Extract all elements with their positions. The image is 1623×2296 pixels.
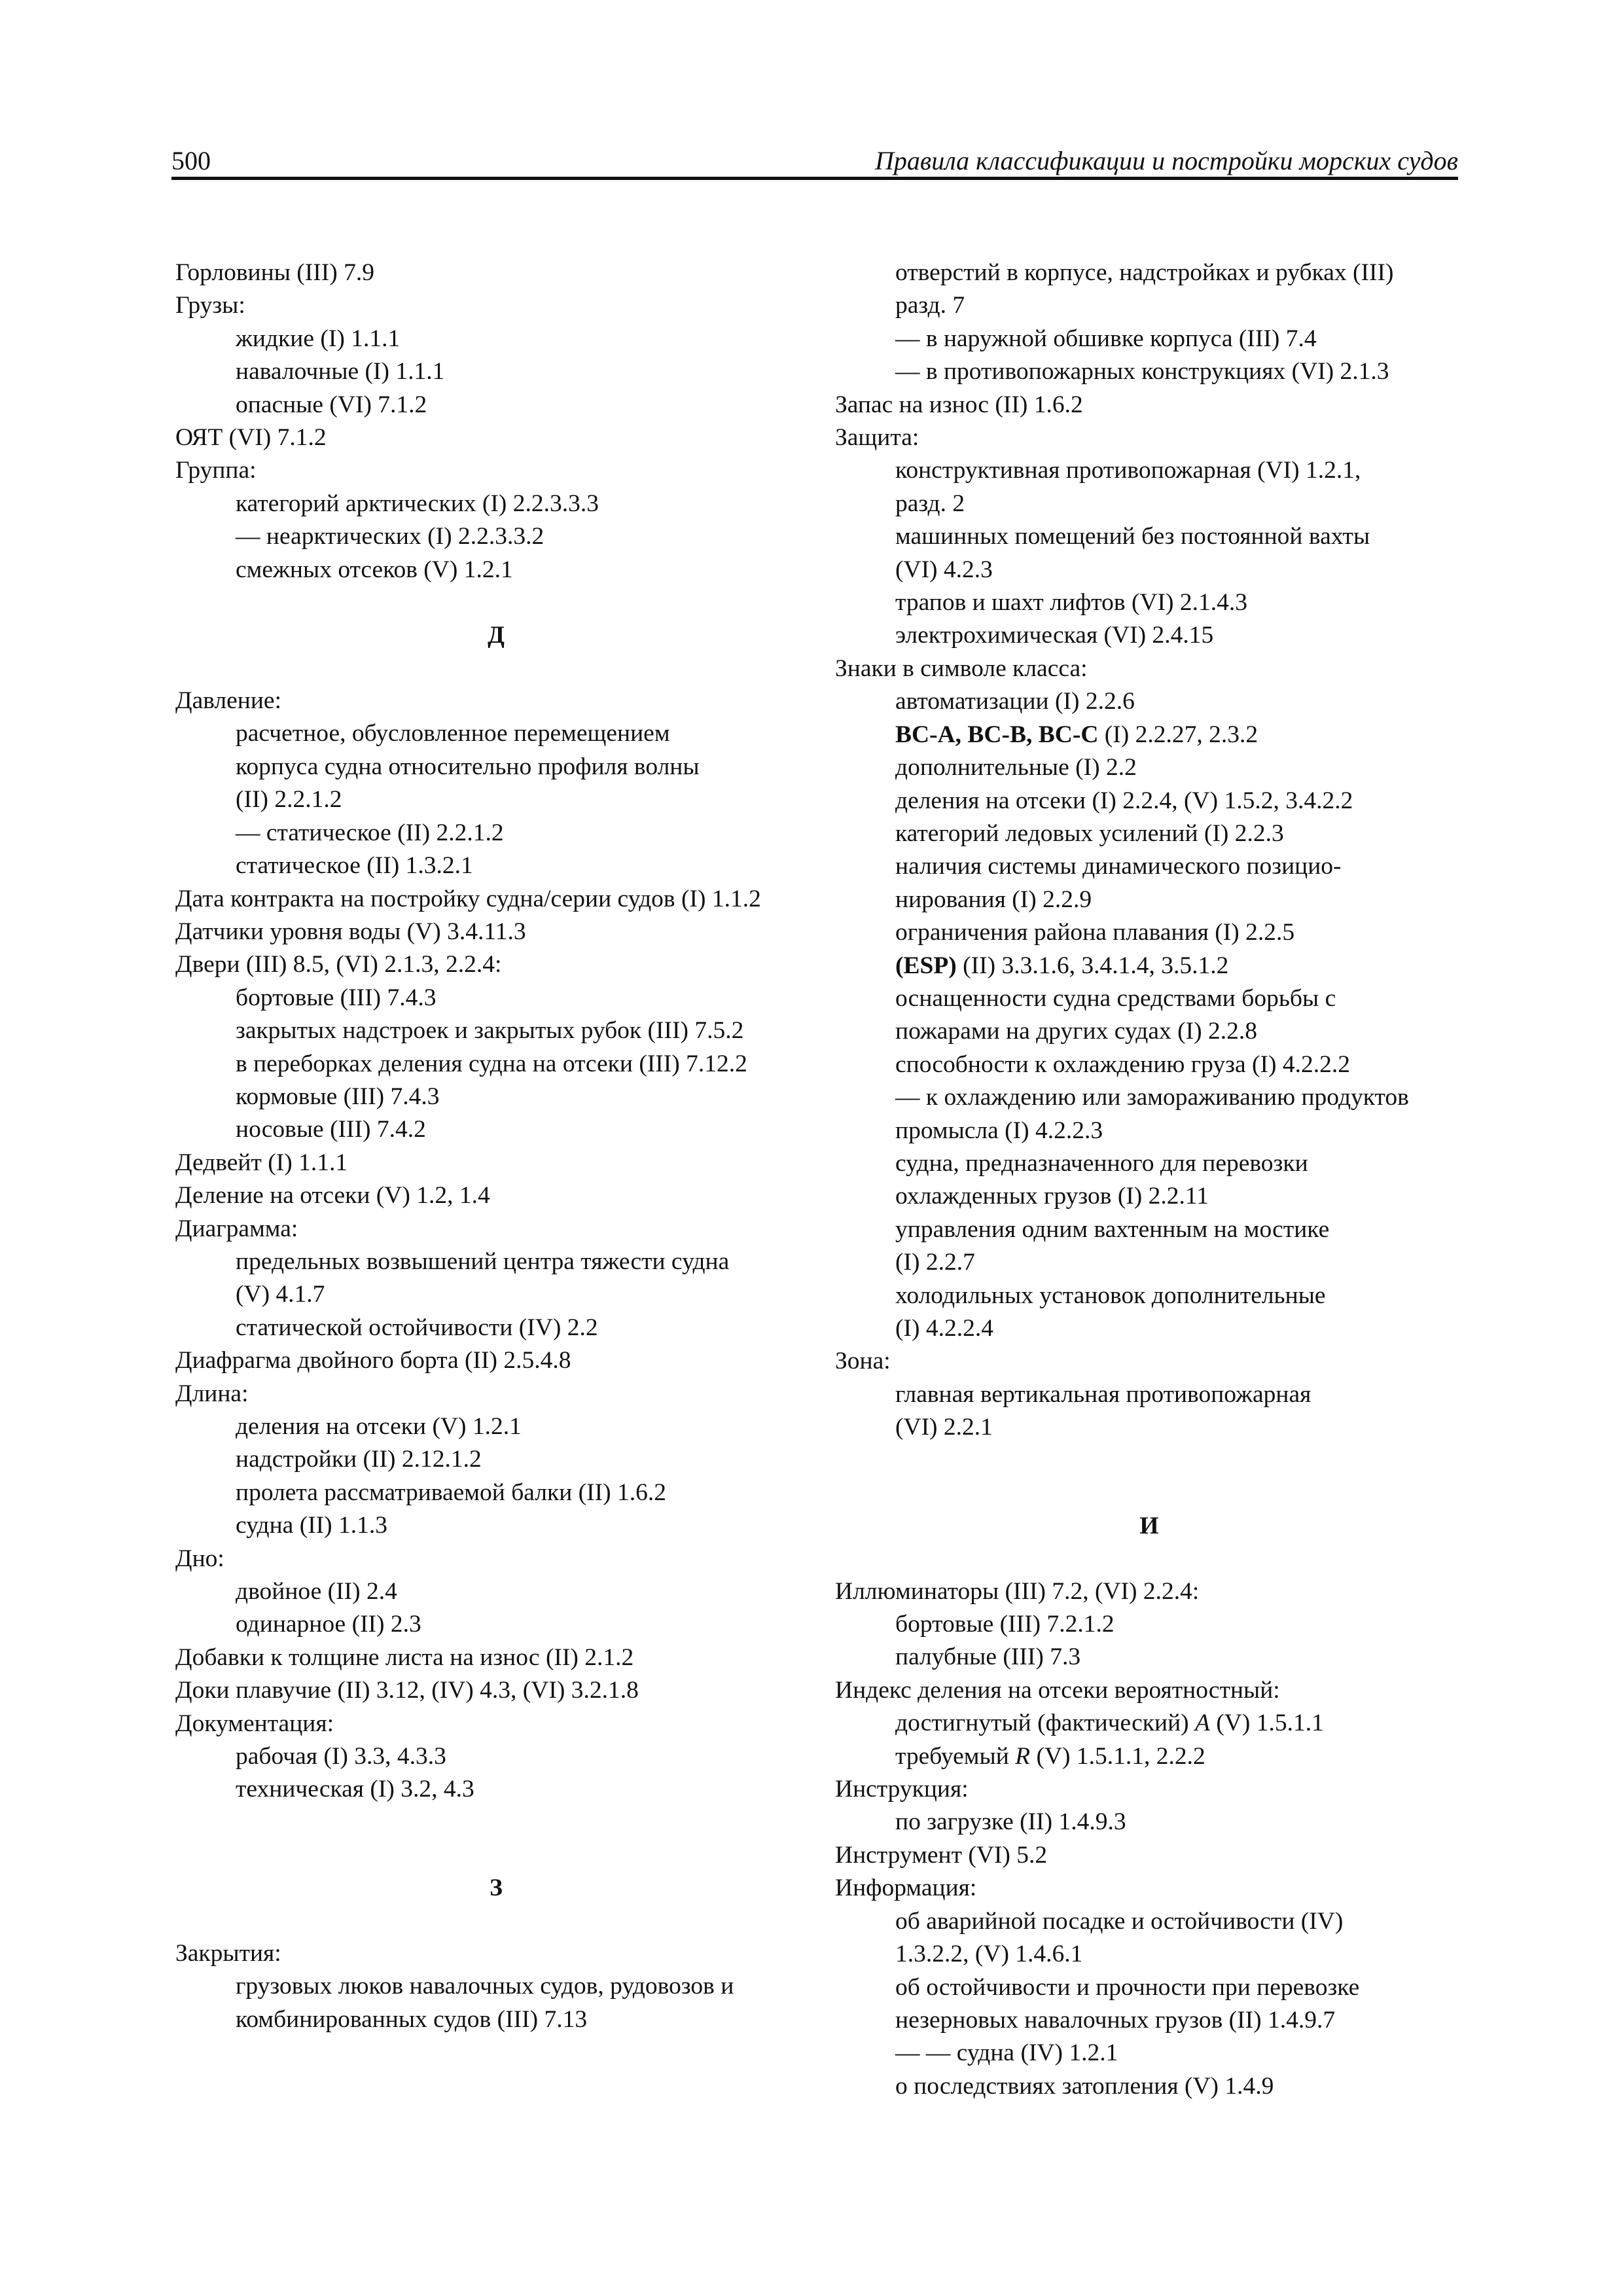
index-subentry: деления на отсеки (I) 2.2.4, (V) 1.5.2, 3.4.2.2 <box>895 787 1353 814</box>
index-entry: Запас на износ (II) 1.6.2 <box>835 391 1083 418</box>
index-subentry: грузовых люков навалочных судов, рудовозов и <box>236 1973 734 2000</box>
index-entry: Давление: <box>175 687 281 715</box>
index-subentry: — к охлаждению или замораживанию продуктов <box>895 1084 1409 1111</box>
index-subentry: по загрузке (II) 1.4.9.3 <box>895 1808 1126 1836</box>
entry-text: (V) 1.5.1.1, 2.2.2 <box>1030 1742 1205 1770</box>
index-subentry: (VI) 4.2.3 <box>895 556 993 583</box>
index-subentry: разд. 2 <box>895 490 965 517</box>
section-letter: З <box>490 1874 503 1901</box>
spacer <box>835 1444 1463 1510</box>
entry-text: требуемый <box>895 1742 1016 1770</box>
index-subentry: носовые (III) 7.4.2 <box>236 1116 426 1143</box>
index-subentry: оснащенности судна средствами борьбы с <box>895 984 1336 1012</box>
index-subentry: трапов и шахт лифтов (VI) 2.1.4.3 <box>895 589 1248 617</box>
index-subentry: управления одним вахтенным на мостике <box>895 1215 1330 1243</box>
index-subentry: бортовые (III) 7.4.3 <box>236 984 437 1011</box>
spacer <box>175 586 817 619</box>
bold-term: BC-A, BC-B, BC-C <box>895 721 1099 748</box>
index-subentry: статическое (II) 1.3.2.1 <box>236 852 473 880</box>
index-subentry: жидкие (I) 1.1.1 <box>236 325 401 352</box>
index-subentry: отверстий в корпусе, надстройках и рубках (III) <box>895 259 1394 286</box>
running-title: Правила классификации и постройки морских судов <box>874 146 1458 175</box>
index-entry: Документация: <box>175 1710 334 1737</box>
index-subentry: опасные (VI) 7.1.2 <box>236 391 427 418</box>
page-number: 500 <box>171 146 211 175</box>
index-entry: Зона: <box>835 1348 891 1375</box>
index-subentry: о последствиях затопления (V) 1.4.9 <box>895 2072 1274 2100</box>
index-entry: Инструкция: <box>835 1776 969 1803</box>
index-entry: Инструмент (VI) 5.2 <box>835 1841 1048 1869</box>
index-entry: Деление на отсеки (V) 1.2, 1.4 <box>175 1182 490 1210</box>
index-entry: Защита: <box>835 424 919 452</box>
index-entry: Группа: <box>175 457 257 484</box>
index-subentry: автоматизации (I) 2.2.6 <box>895 688 1135 715</box>
index-subentry: корпуса судна относительно профиля волны <box>236 753 700 780</box>
index-subentry: промысла (I) 4.2.2.3 <box>895 1117 1103 1144</box>
index-subentry: расчетное, обусловленное перемещением <box>236 720 670 747</box>
index-subentry: главная вертикальная противопожарная <box>895 1380 1311 1408</box>
index-subentry <box>835 1740 1463 1773</box>
header-rule <box>171 177 1458 180</box>
index-subentry: нирования (I) 2.2.9 <box>895 886 1092 913</box>
spacer <box>175 652 817 685</box>
index-subentry: — — судна (IV) 1.2.1 <box>895 2039 1118 2067</box>
index-subentry: (I) 4.2.2.4 <box>895 1315 993 1342</box>
index-subentry: статической остойчивости (IV) 2.2 <box>236 1314 598 1341</box>
index-entry: Дата контракта на постройку судна/серии судов (I) 1.1.2 <box>175 885 761 912</box>
index-subentry: — неарктических (I) 2.2.3.3.2 <box>236 523 544 550</box>
index-subentry: пролета рассматриваемой балки (II) 1.6.2 <box>236 1479 666 1506</box>
index-subentry: (V) 4.1.7 <box>236 1281 325 1308</box>
index-subentry: наличия системы динамического позицио- <box>895 853 1342 880</box>
index-subentry: одинарное (II) 2.3 <box>236 1611 421 1638</box>
section-letter: И <box>1139 1512 1159 1539</box>
index-entry: Знаки в символе класса: <box>835 655 1088 682</box>
index-entry: Дедвейт (I) 1.1.1 <box>175 1149 348 1176</box>
index-subentry: комбинированных судов (III) 7.13 <box>236 2005 588 2033</box>
index-entry: Информация: <box>835 1874 977 1902</box>
index-entry: Диафрагма двойного борта (II) 2.5.4.8 <box>175 1347 571 1374</box>
italic-symbol: R <box>1015 1742 1031 1770</box>
index-subentry: дополнительные (I) 2.2 <box>895 754 1137 781</box>
index-entry: Индекс деления на отсеки вероятностный: <box>835 1676 1280 1704</box>
index-subentry: (VI) 2.2.1 <box>895 1414 993 1441</box>
index-entry: Горловины (III) 7.9 <box>175 259 374 286</box>
index-subentry <box>835 1707 1463 1740</box>
spacer <box>835 1543 1463 1575</box>
index-subentry: рабочая (I) 3.3, 4.3.3 <box>236 1743 446 1770</box>
index-entry: ОЯТ (VI) 7.1.2 <box>175 424 327 452</box>
index-subentry: кормовые (III) 7.4.3 <box>236 1083 440 1110</box>
index-subentry <box>835 950 1463 982</box>
index-subentry: судна, предназначенного для перевозки <box>895 1149 1308 1177</box>
index-subentry: — статическое (II) 2.2.1.2 <box>236 819 504 846</box>
index-subentry: способности к охлаждению груза (I) 4.2.2.2 <box>895 1050 1350 1078</box>
entry-text: (V) 1.5.1.1 <box>1209 1710 1324 1737</box>
index-subentry: об остойчивости и прочности при перевозке <box>895 1973 1360 2001</box>
index-entry: Добавки к толщине листа на износ (II) 2.1.2 <box>175 1643 634 1671</box>
entry-text: (II) 3.3.1.6, 3.4.1.4, 3.5.1.2 <box>956 952 1229 979</box>
index-subentry: — в противопожарных конструкциях (VI) 2.1.3 <box>895 358 1389 386</box>
index-subentry: предельных возвышений центра тяжести судна <box>236 1247 730 1275</box>
index-entry: Грузы: <box>175 292 245 319</box>
index-subentry: охлажденных грузов (I) 2.2.11 <box>895 1183 1209 1210</box>
index-subentry: категорий арктических (I) 2.2.3.3.3 <box>236 490 599 517</box>
index-subentry: (II) 2.2.1.2 <box>236 786 342 814</box>
index-subentry: (I) 2.2.7 <box>895 1249 975 1276</box>
index-subentry: двойное (II) 2.4 <box>236 1578 397 1605</box>
index-column-left <box>175 257 817 2036</box>
index-subentry: — в наружной обшивке корпуса (III) 7.4 <box>895 325 1317 352</box>
section-letter: Д <box>488 622 505 649</box>
index-subentry: категорий ледовых усилений (I) 2.2.3 <box>895 819 1284 847</box>
entry-text: (I) 2.2.27, 2.3.2 <box>1098 721 1258 748</box>
index-subentry: в переборках деления судна на отсеки (III) 7.12.2 <box>236 1050 747 1077</box>
index-entry: Иллюминаторы (III) 7.2, (VI) 2.2.4: <box>835 1577 1200 1605</box>
index-subentry: ограничения района плавания (I) 2.2.5 <box>895 919 1295 946</box>
index-entry: Закрытия: <box>175 1939 281 1967</box>
index-subentry: машинных помещений без постоянной вахты <box>895 523 1370 550</box>
index-subentry: навалочные (I) 1.1.1 <box>236 358 445 386</box>
index-subentry: электрохимическая (VI) 2.4.15 <box>895 622 1214 649</box>
index-entry: Диаграмма: <box>175 1215 298 1242</box>
index-subentry: конструктивная противопожарная (VI) 1.2.1, <box>895 457 1361 484</box>
index-subentry: бортовые (III) 7.2.1.2 <box>895 1611 1115 1638</box>
spacer <box>175 1905 817 1937</box>
index-subentry: надстройки (II) 2.12.1.2 <box>236 1446 482 1473</box>
index-subentry: незерновых навалочных грузов (II) 1.4.9.7 <box>895 2006 1336 2034</box>
index-column-right <box>835 257 1463 2103</box>
index-subentry: закрытых надстроек и закрытых рубок (III) 7.5.2 <box>236 1017 744 1045</box>
index-subentry <box>835 719 1463 751</box>
index-subentry: об аварийной посадке и остойчивости (IV) <box>895 1907 1344 1935</box>
index-subentry: разд. 7 <box>895 292 965 319</box>
spacer <box>175 1806 817 1872</box>
index-subentry: пожарами на других судах (I) 2.2.8 <box>895 1018 1257 1045</box>
index-subentry: деления на отсеки (V) 1.2.1 <box>236 1413 522 1440</box>
index-entry: Длина: <box>175 1380 249 1407</box>
index-subentry: техническая (I) 3.2, 4.3 <box>236 1776 474 1803</box>
index-subentry: смежных отсеков (V) 1.2.1 <box>236 556 513 583</box>
entry-text: достигнутый (фактический) <box>895 1710 1196 1737</box>
index-entry: Датчики уровня воды (V) 3.4.11.3 <box>175 918 526 945</box>
index-subentry: холодильных установок дополнительные <box>895 1282 1326 1309</box>
index-entry: Двери (III) 8.5, (VI) 2.1.3, 2.2.4: <box>175 951 502 978</box>
index-subentry: судна (II) 1.1.3 <box>236 1512 388 1539</box>
italic-symbol: A <box>1195 1710 1210 1737</box>
index-subentry: палубные (III) 7.3 <box>895 1643 1081 1671</box>
index-entry: Доки плавучие (II) 3.12, (IV) 4.3, (VI) 3.2.1.8 <box>175 1677 639 1704</box>
index-subentry: 1.3.2.2, (V) 1.4.6.1 <box>895 1941 1083 1968</box>
index-entry: Дно: <box>175 1545 224 1572</box>
bold-term: (ESP) <box>895 952 957 979</box>
